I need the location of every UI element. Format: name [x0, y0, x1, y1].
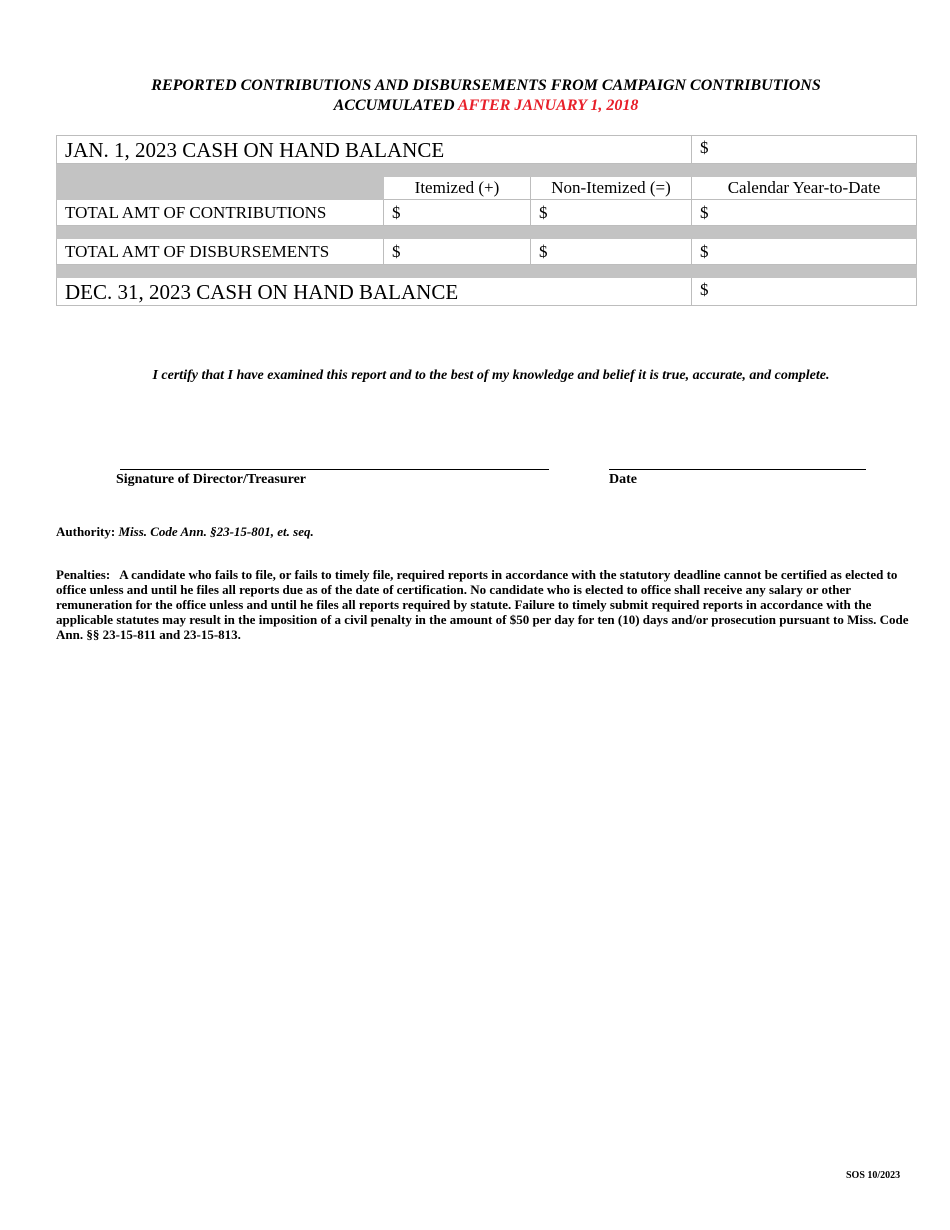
- authority-label: Authority:: [56, 524, 116, 539]
- penalties-note: [56, 567, 916, 642]
- report-title: [56, 76, 916, 116]
- authority-note: [56, 524, 314, 540]
- contributions-itemized-field[interactable]: $: [384, 200, 531, 226]
- date-line[interactable]: [609, 469, 866, 470]
- opening-balance-label: JAN. 1, 2023 CASH ON HAND BALANCE: [57, 136, 692, 164]
- form-code: SOS 10/2023: [846, 1170, 901, 1181]
- disbursements-itemized-field[interactable]: $: [384, 239, 531, 265]
- signature-line[interactable]: [120, 469, 549, 470]
- cash-summary-table: [56, 135, 917, 306]
- certification-statement: I certify that I have examined this report and to the best of my knowledge and belief it is true, accurate, and complete.: [152, 368, 830, 383]
- title-line-2-accent: AFTER JANUARY 1, 2018: [457, 97, 639, 114]
- column-header-ytd: Calendar Year-to-Date: [692, 177, 917, 200]
- closing-balance-label: DEC. 31, 2023 CASH ON HAND BALANCE: [57, 278, 692, 306]
- disbursements-ytd-field[interactable]: $: [692, 239, 917, 265]
- closing-balance-field[interactable]: $: [692, 278, 917, 306]
- opening-balance-row: [57, 136, 917, 164]
- contributions-ytd-field[interactable]: $: [692, 200, 917, 226]
- title-line-2: [56, 96, 916, 116]
- contributions-label: TOTAL AMT OF CONTRIBUTIONS: [57, 200, 384, 226]
- closing-balance-row: [57, 278, 917, 306]
- disbursements-label: TOTAL AMT OF DISBURSEMENTS: [57, 239, 384, 265]
- band-row: [57, 265, 917, 278]
- title-line-2-prefix: ACCUMULATED: [333, 97, 458, 114]
- penalties-label: Penalties:: [56, 567, 111, 582]
- penalties-text: A candidate who fails to file, or fails to timely file, required reports in accordance with the statutory deadline cannot be certified as elected to office unless and until he files all reports due as of the date of certification. No candidate who is elected to office shall receive any salary or other remuneration for the office unless and until he files all reports required by statute. Failure to timely submit required reports in accordance with the applicable statutes may result in the imposition of a civil penalty in the amount of $50 per day for ten (10) days and/or prosecution pursuant to Miss. Code Ann. §§ 23-15-811 and 23-15-813.: [56, 567, 909, 642]
- title-line-1: REPORTED CONTRIBUTIONS AND DISBURSEMENTS FROM CAMPAIGN CONTRIBUTIONS: [151, 77, 821, 94]
- column-header-row: [57, 177, 917, 200]
- disbursements-row: [57, 239, 917, 265]
- authority-citation: Miss. Code Ann. §23-15-801, et. seq.: [118, 524, 314, 539]
- column-header-non-itemized: Non-Itemized (=): [531, 177, 692, 200]
- contributions-row: [57, 200, 917, 226]
- column-header-itemized: Itemized (+): [384, 177, 531, 200]
- opening-balance-field[interactable]: $: [692, 136, 917, 164]
- band-row: [57, 226, 917, 239]
- band-row: [57, 164, 917, 177]
- signature-label: Signature of Director/Treasurer: [116, 472, 306, 487]
- contributions-non-itemized-field[interactable]: $: [531, 200, 692, 226]
- date-label: Date: [609, 472, 637, 487]
- disbursements-non-itemized-field[interactable]: $: [531, 239, 692, 265]
- column-header-blank: [57, 177, 384, 200]
